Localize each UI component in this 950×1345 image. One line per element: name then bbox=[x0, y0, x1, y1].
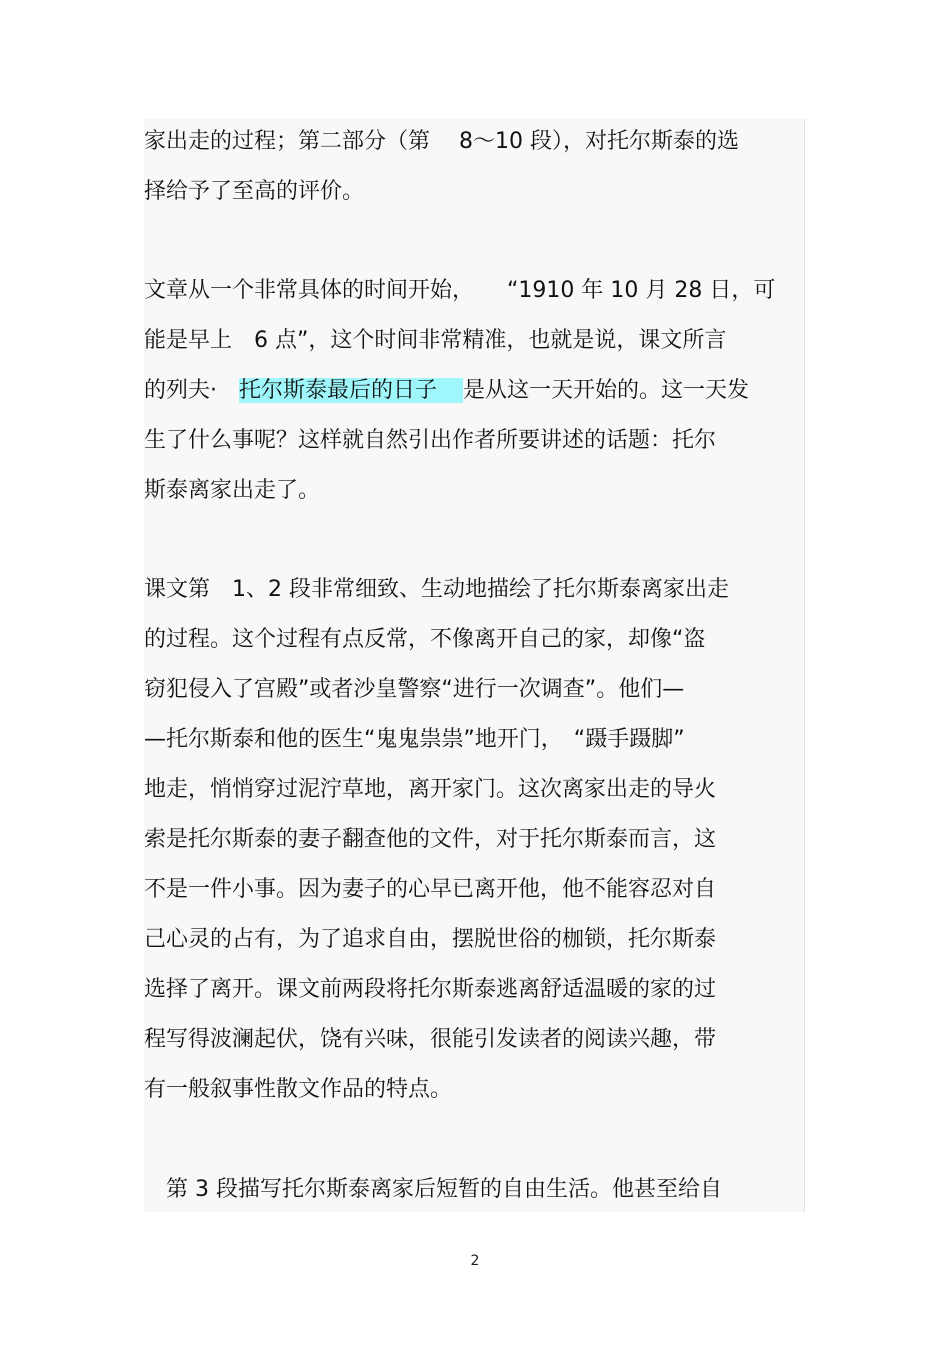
text-line: 程写得波澜起伏，饶有兴味，很能引发读者的阅读兴趣，带 bbox=[144, 1027, 717, 1052]
text-line: 能是早上 6 点”，这个时间非常精准，也就是说，课文所言 bbox=[144, 328, 727, 353]
text-line: 选择了离开。课文前两段将托尔斯泰逃离舒适温暖的家的过 bbox=[144, 977, 717, 1002]
text-line: 文章从一个非常具体的时间开始， “1910 年 10 月 28 日，可 bbox=[144, 278, 776, 303]
text-line: 不是一件小事。因为妻子的心早已离开他，他不能容忍对自 bbox=[144, 877, 717, 902]
text-line: 课文第 1、2 段非常细致、生动地描绘了托尔斯泰离家出走 bbox=[144, 577, 729, 602]
page-number: 2 bbox=[470, 1253, 480, 1269]
text-line: 的过程。这个过程有点反常，不像离开自己的家，却像“盗 bbox=[144, 627, 706, 652]
text-line: 地走，悄悄穿过泥泞草地，离开家门。这次离家出走的导火 bbox=[144, 777, 717, 802]
text-line: 己心灵的占有，为了追求自由，摆脱世俗的枷锁，托尔斯泰 bbox=[144, 927, 717, 952]
text-segment: 是从这一天开始的。这一天发 bbox=[463, 378, 750, 403]
text-line: —托尔斯泰和他的医生“鬼鬼祟祟”地开门， “蹑手蹑脚” bbox=[144, 727, 685, 752]
text-line: 生了什么事呢？这样就自然引出作者所要讲述的话题：托尔 bbox=[144, 428, 717, 453]
text-line-with-highlight bbox=[144, 376, 749, 406]
text-line: 择给予了至高的评价。 bbox=[144, 179, 365, 204]
page-edge bbox=[804, 119, 805, 1212]
text-line: 斯泰离家出走了。 bbox=[144, 478, 321, 503]
text-line: 有一般叙事性散文作品的特点。 bbox=[144, 1077, 453, 1102]
highlighted-title: 托尔斯泰最后的日子 bbox=[239, 378, 463, 403]
text-line: 第 3 段描写托尔斯泰离家后短暂的自由生活。他甚至给自 bbox=[144, 1177, 722, 1202]
text-line: 家出走的过程；第二部分（第 8～10 段），对托尔斯泰的选 bbox=[144, 129, 739, 154]
text-line: 索是托尔斯泰的妻子翻查他的文件，对于托尔斯泰而言，这 bbox=[144, 827, 717, 852]
text-segment: 的列夫· bbox=[144, 378, 217, 403]
text-line: 窃犯侵入了宫殿”或者沙皇警察“进行一次调查”。他们— bbox=[144, 677, 685, 702]
